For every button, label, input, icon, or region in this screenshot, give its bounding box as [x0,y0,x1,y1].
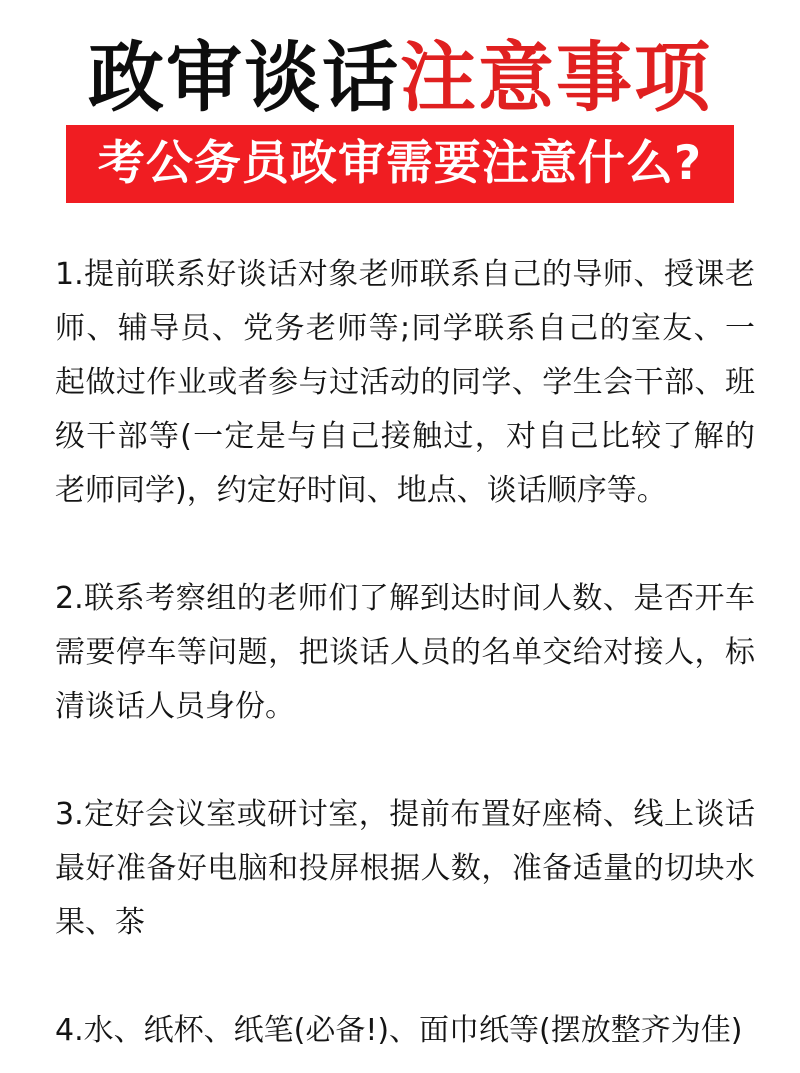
page-title [0,28,800,128]
subtitle-banner: 考公务员政审需要注意什么? [66,125,734,203]
note-item-2: 2.联系考察组的老师们了解到达时间人数、是否开车需要停车等问题，把谈话人员的名单交给对接人，标清谈话人员身份。 [55,581,755,724]
note-item-3: 3.定好会议室或研讨室，提前布置好座椅、线上谈话最好准备好电脑和投屏根据人数，准备适量的切块水果、茶 [55,797,755,940]
note-item-4: 4.水、纸杯、纸笔(必备!)、面巾纸等(摆放整齐为佳) [55,1013,743,1048]
note-item-1: 1.提前联系好谈话对象老师联系自己的导师、授课老师、辅导员、党务老师等;同学联系自己的室友、一起做过作业或者参与过活动的同学、学生会干部、班级干部等(一定是与自己接触过，对自己比较了解的老师同学)，约定好时间、地点、谈话顺序等。 [55,257,755,508]
notes-list [55,248,755,1058]
title-black-part: 政审谈话 [88,33,400,122]
title-red-part: 注意事项 [400,33,712,122]
